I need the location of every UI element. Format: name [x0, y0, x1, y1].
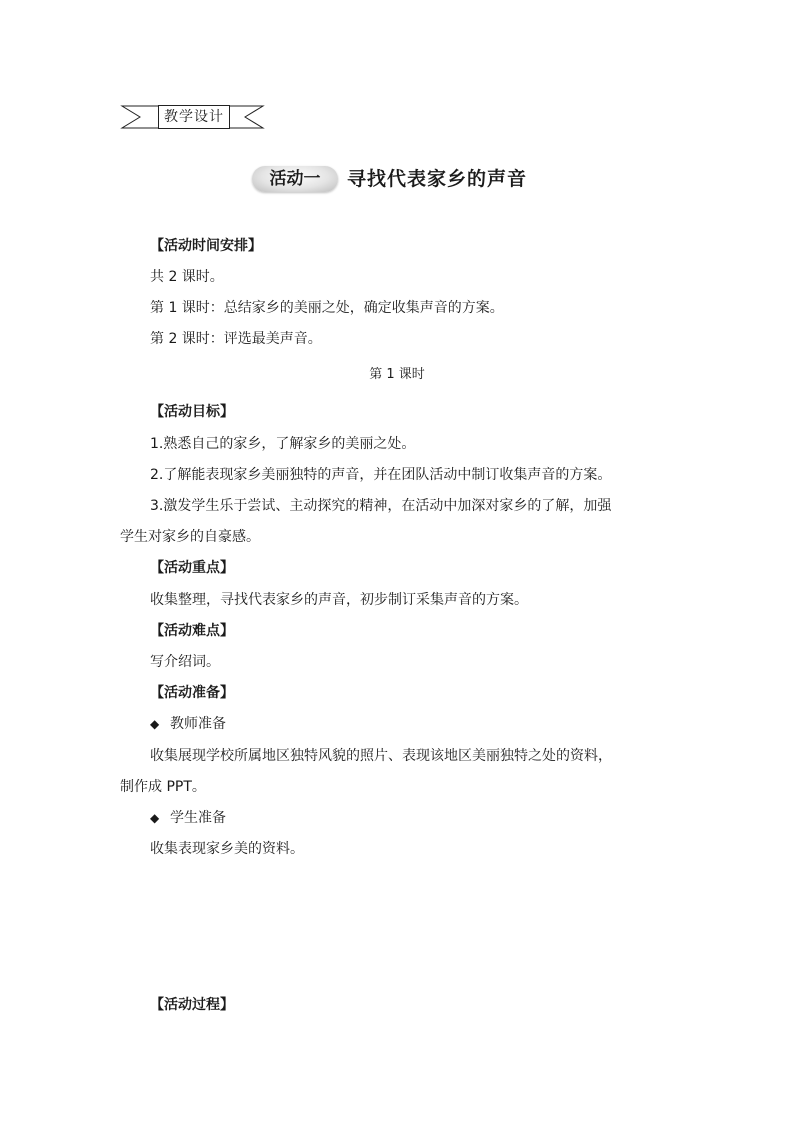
- lesson-label: 第 1 课时: [369, 367, 425, 382]
- banner-label: 教学设计: [158, 105, 230, 129]
- student-prep: [150, 808, 226, 828]
- goal-line-4: 学生对家乡的自豪感。: [120, 529, 260, 545]
- activity-title: [252, 166, 552, 194]
- section-banner: [120, 102, 265, 132]
- teacher-line-1: 收集展现学校所属地区独特风貌的照片、表现该地区美丽独特之处的资料，: [150, 748, 612, 764]
- time-line-2: 第 1 课时：总结家乡的美丽之处，确定收集声音的方案。: [150, 300, 504, 316]
- prep-heading: 【活动准备】: [150, 685, 234, 701]
- time-line-3: 第 2 课时：评选最美声音。: [150, 331, 322, 347]
- goal-line-3: 3.激发学生乐于尝试、主动探究的精神，在活动中加深对家乡的了解，加强: [150, 498, 612, 514]
- activity-title-text: 寻找代表家乡的声音: [347, 168, 528, 190]
- teacher-line-2: 制作成 PPT。: [120, 779, 206, 795]
- teacher-prep: [150, 714, 226, 734]
- difficulty-line: 写介绍词。: [150, 654, 220, 670]
- goal-heading: 【活动目标】: [150, 404, 234, 420]
- goal-line-1: 1.熟悉自己的家乡，了解家乡的美丽之处。: [150, 436, 416, 452]
- process-heading: 【活动过程】: [150, 997, 234, 1013]
- time-heading: 【活动时间安排】: [150, 238, 262, 254]
- activity-badge: 活动一: [252, 166, 338, 192]
- key-heading: 【活动重点】: [150, 560, 234, 576]
- difficulty-heading: 【活动难点】: [150, 623, 234, 639]
- key-line: 收集整理，寻找代表家乡的声音，初步制订采集声音的方案。: [150, 592, 528, 608]
- student-line: 收集表现家乡美的资料。: [150, 841, 304, 857]
- time-line-1: 共 2 课时。: [150, 269, 224, 285]
- teacher-prep-label: 教师准备: [170, 716, 226, 732]
- student-prep-label: 学生准备: [170, 810, 226, 826]
- goal-line-2: 2.了解能表现家乡美丽独特的声音，并在团队活动中制订收集声音的方案。: [150, 467, 612, 483]
- diamond-bullet-icon: ◆: [150, 811, 160, 825]
- diamond-bullet-icon: ◆: [150, 717, 160, 731]
